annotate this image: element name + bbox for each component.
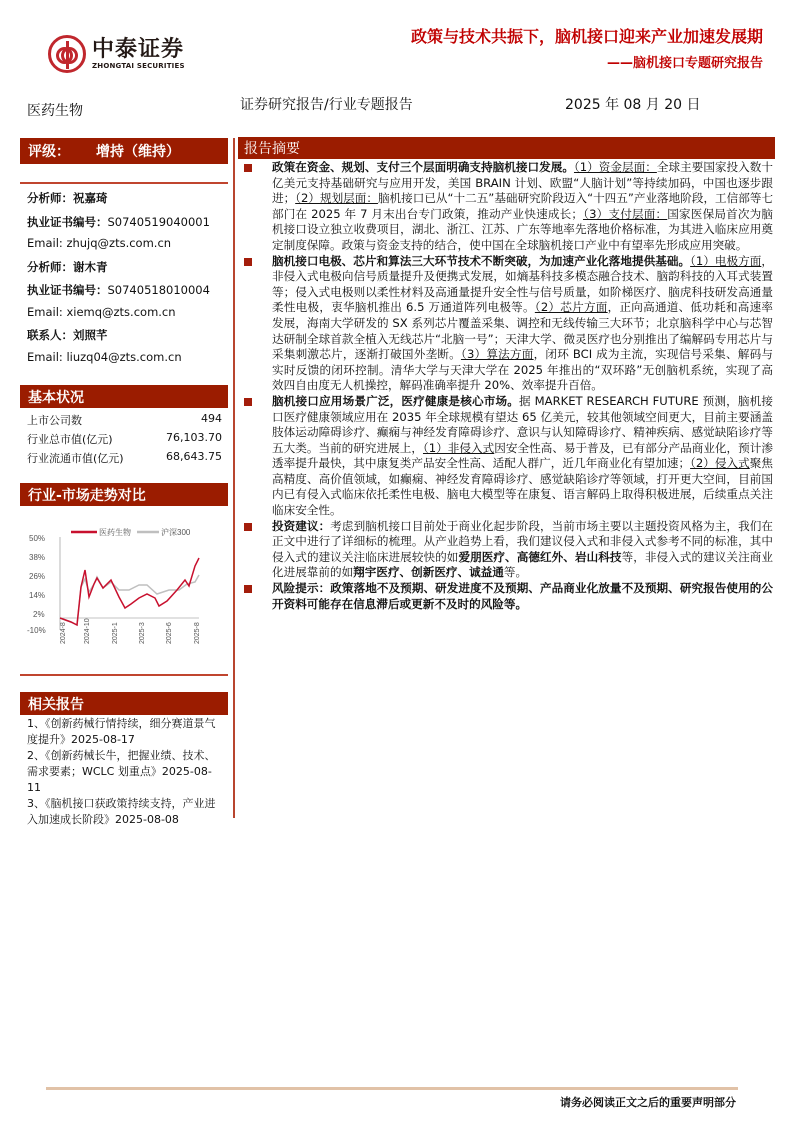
rating-bar	[20, 138, 228, 164]
svg-text:2024-8: 2024-8	[60, 622, 67, 644]
analyst-2-name: 分析师：谢木青	[27, 260, 108, 274]
analyst-1-cert: 执业证书编号：S0740519040001	[27, 215, 210, 229]
basic-status-bar: 基本状况	[20, 385, 228, 408]
company-logo	[48, 34, 208, 74]
footer-divider	[46, 1087, 738, 1090]
rating-value: 增持（维持）	[96, 144, 180, 160]
rating-label: 评级：	[28, 144, 70, 160]
report-type: 证券研究报告/行业专题报告	[240, 97, 413, 113]
logo-text-cn: 中泰证券	[92, 37, 185, 62]
svg-text:38%: 38%	[29, 553, 46, 562]
related-reports-bar: 相关报告	[20, 692, 228, 715]
footer-disclaimer: 请务必阅读正文之后的重要声明部分	[560, 1096, 736, 1109]
column-divider	[233, 138, 235, 818]
sector-label: 医药生物	[27, 103, 83, 119]
bullet-icon	[244, 523, 252, 531]
svg-text:26%: 26%	[29, 572, 46, 581]
bullet-icon	[244, 398, 252, 406]
report-subtitle: ——脑机接口专题研究报告	[606, 56, 763, 71]
contact-email-link[interactable]: liuzq04@zts.com.cn	[66, 350, 182, 364]
bullet-icon	[244, 585, 252, 593]
svg-text:14%: 14%	[29, 591, 46, 600]
svg-text:50%: 50%	[29, 534, 46, 543]
svg-text:-10%: -10%	[27, 626, 46, 635]
analyst-1-email-link[interactable]: zhujq@zts.com.cn	[66, 236, 172, 250]
logo-text-en: ZHONGTAI SECURITIES	[92, 62, 185, 70]
bullet-icon	[244, 258, 252, 266]
trend-chart	[27, 522, 207, 644]
analyst-1-name: 分析师：祝嘉琦	[27, 191, 108, 205]
svg-text:2%: 2%	[33, 610, 45, 619]
kv-row: 行业流通市值(亿元) 68,643.75	[27, 450, 222, 465]
svg-text:2024-10: 2024-10	[84, 618, 91, 644]
risk-warning: 风险提示：政策落地不及预期、研发进度不及预期、产品商业化放量不及预期、研究报告使用的公开资料可能存在信息滞后或更新不及时的风险等。	[240, 581, 773, 612]
contact-name: 联系人：刘照芊	[27, 328, 108, 342]
svg-text:2025-6: 2025-6	[166, 622, 173, 644]
summary-item: 政策在资金、规划、支付三个层面明确支持脑机接口发展。（1）资金层面：全球主要国家投入数十亿美元支持基础研究与应用开发，美国 BRAIN 计划、欧盟“人脑计划”等持续加码，中国也逐步跟进；（2）规划层面：脑机接口已从“十二五”基础研究阶段迈入“十四五”产业落地阶段，工信部等七部门在 2025 年 7 月末出台专门政策，推动产业快速成长；（3）支付层面：国家医保局首次为脑机接口设立独立收费项目，湖北、浙江、江苏、广东等地率先落地价格标准，为其进入临床应用奠定制度保障。政策与资金支持的结合，使中国在全球脑机接口产业中有望率先形成应用突破。	[240, 160, 773, 254]
contact-email: Email: liuzq04@zts.com.cn	[27, 350, 182, 364]
legend-hs300: 沪深300	[161, 528, 191, 537]
related-report-link[interactable]: 1、《创新药械行情持续，细分赛道景气度提升》2025-08-17	[27, 717, 216, 746]
kv-row: 行业总市值(亿元) 76,103.70	[27, 431, 222, 446]
summary-body	[240, 160, 773, 612]
kv-row: 上市公司数 494	[27, 412, 222, 427]
summary-item: 脑机接口应用场景广泛，医疗健康是核心市场。据 MARKET RESEARCH FUTURE 预测，脑机接口医疗健康领域应用在 2035 年全球规模有望达 65 亿美元，较其他领域空间更大，目前主要涵盖肢体运动障碍诊疗、癫痫与神经发育障碍诊疗、意识与认知障碍诊疗、精神疾病、感觉缺陷诊疗等五大类。当前的研究进展上，（1）非侵入式因安全性高、易于普及，已有部分产品商业化，预计渗透率提升最快，其中康复类产品安全性高、适配人群广，近几年商业化有望加速；（2）侵入式聚焦高精度、高价值领域，如癫痫、神经发育障碍诊疗、感觉缺陷诊疗等领域，打开更大空间，目前国内已有侵入式临床依托柔性电极、脑电大模型等在康复、语言解码上取得积极进展，后续重点关注临床安全性。	[240, 394, 773, 519]
legend-industry: 医药生物	[99, 528, 131, 537]
svg-text:2025-3: 2025-3	[139, 622, 146, 644]
summary-bar: 报告摘要	[238, 137, 775, 159]
related-report-link[interactable]: 3、《脑机接口获政策持续支持，产业进入加速成长阶段》2025-08-08	[27, 797, 216, 826]
analyst-2-cert: 执业证书编号：S0740518010004	[27, 283, 210, 297]
analyst-1-email: Email: zhujq@zts.com.cn	[27, 236, 172, 250]
trend-bar: 行业-市场走势对比	[20, 483, 228, 506]
analyst-2-email: Email: xiemq@zts.com.cn	[27, 305, 176, 319]
divider	[20, 182, 228, 184]
svg-text:2025-8: 2025-8	[194, 622, 201, 644]
bullet-icon	[244, 164, 252, 172]
report-date: 2025 年 08 月 20 日	[565, 97, 701, 113]
logo-mark-icon	[48, 35, 86, 73]
analyst-2-email-link[interactable]: xiemq@zts.com.cn	[66, 305, 176, 319]
report-title: 政策与技术共振下，脑机接口迎来产业加速发展期	[410, 27, 763, 46]
summary-item: 脑机接口电极、芯片和算法三大环节技术不断突破，为加速产业化落地提供基础。（1）电极方面，非侵入式电极向信号质量提升及便携式发展，如熵基科技多模态融合技术、脑韵科技的入耳式装置等；侵入式电极则以柔性材料及高通量提升安全性与信号质量，如阶梯医疗、脑虎科技研发高通量柔性电极，衷华脑机推出 6.5 万通道阵列电极等。（2）芯片方面，正向高通道、低功耗和高速率发展，海南大学研发的 SX 系列芯片覆盖采集、调控和无线传输三大环节；北京脑科学中心与芯智达研制全球首款全植入无线芯片“北脑一号”；天津大学、微灵医疗也分别推出了编解码专用芯片与采集刺激芯片，逐渐打破国外垄断。（3）算法方面，闭环 BCI 成为主流，实现信号采集、解码与实时反馈的闭环控制。清华大学与天津大学在 2025 年推出的“双环路”无创脑机系统，实现了高效四自由度无人机操控，解码准确率提升 20%、效率提升百倍。	[240, 254, 773, 394]
investment-advice: 投资建议：考虑到脑机接口目前处于商业化起步阶段，当前市场主要以主题投资风格为主，我们在正文中进行了详细标的梳理。从产业趋势上看，我们建议侵入式和非侵入式参考不同的标准，其中侵入式的建议关注临床进展较快的如爱朋医疗、高德红外、岩山科技等，非侵入式的建议关注商业化进展靠前的如翔宇医疗、创新医疗、诚益通等。	[240, 519, 773, 581]
related-reports-list	[27, 716, 223, 828]
related-report-link[interactable]: 2、《创新药械长牛，把握业绩、技术、需求要素；WCLC 划重点》2025-08-11	[27, 749, 216, 794]
divider	[20, 674, 228, 676]
svg-text:2025-1: 2025-1	[112, 622, 119, 644]
